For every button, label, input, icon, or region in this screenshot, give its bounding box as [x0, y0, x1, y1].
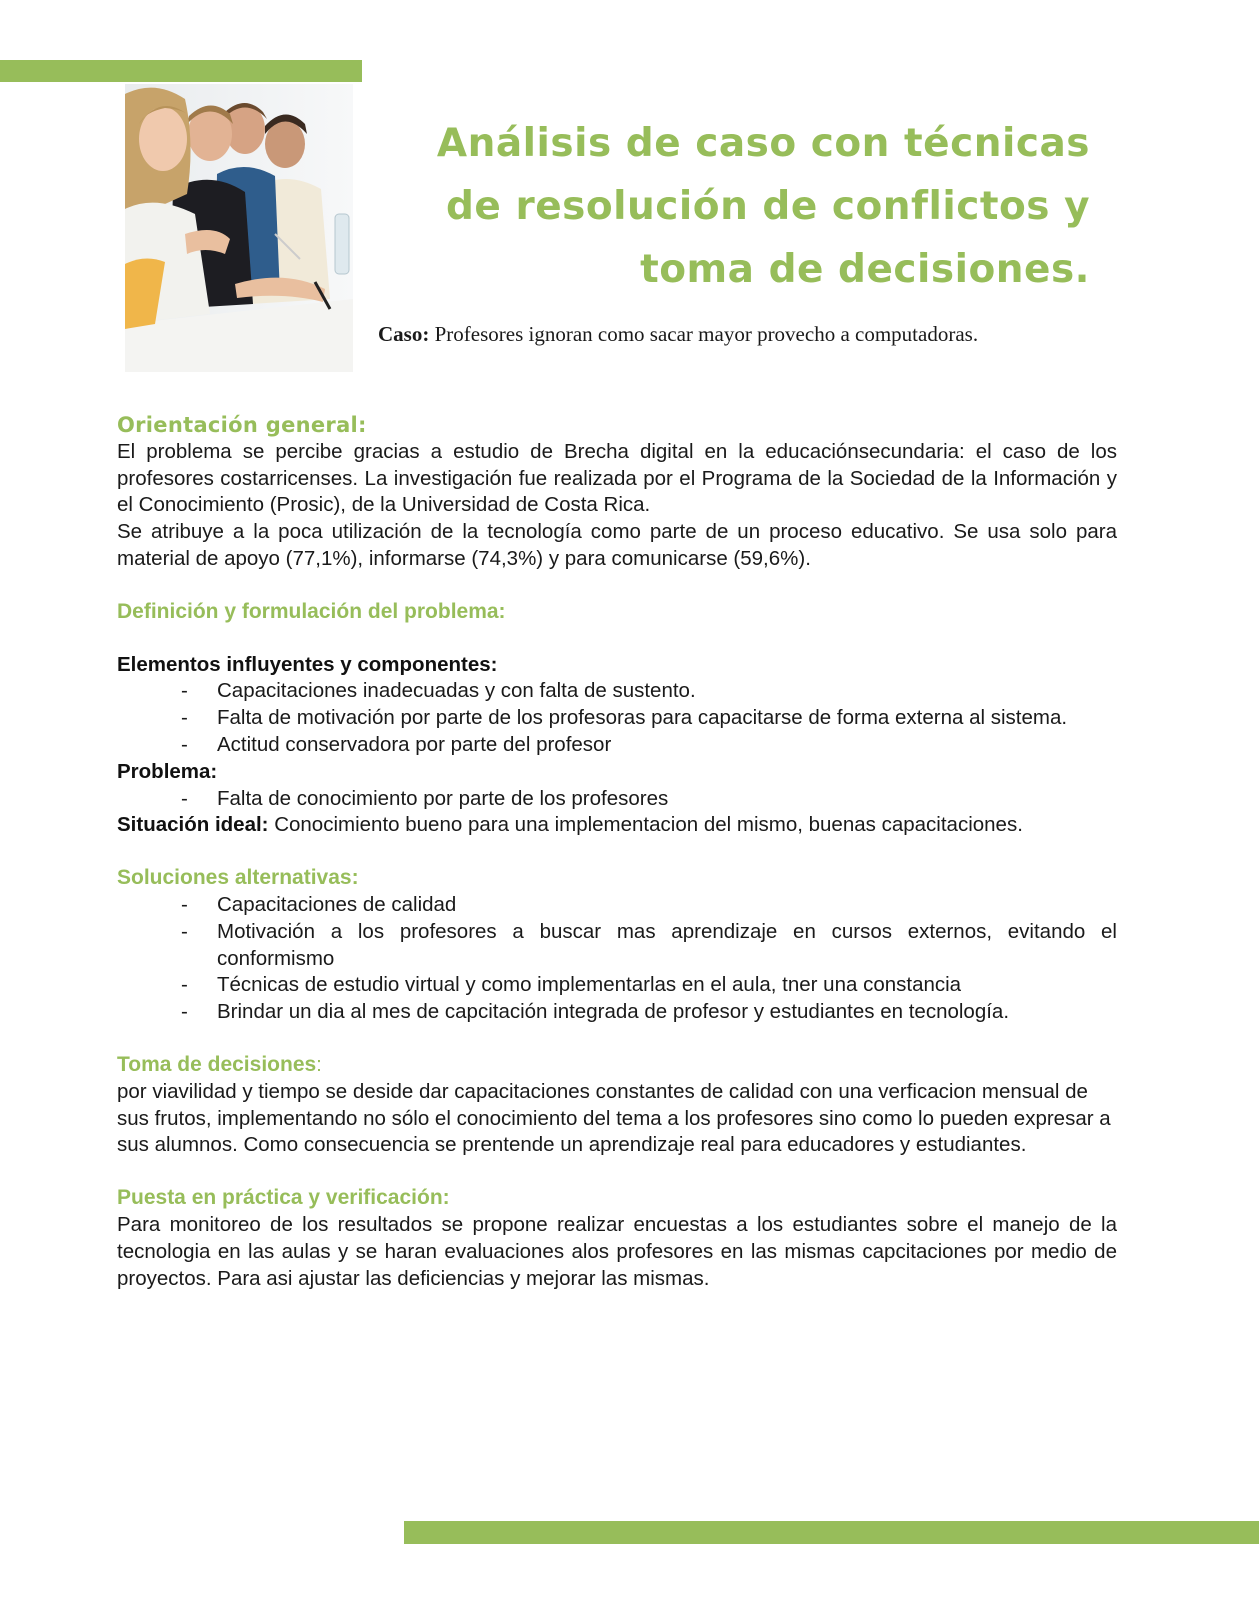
- practice-heading: Puesta en práctica y verificación:: [117, 1186, 450, 1210]
- list-item: - Capacitaciones inadecuadas y con falta de sustento.: [117, 678, 1117, 705]
- case-line: [378, 322, 1098, 347]
- ideal-label: Situación ideal:: [117, 813, 269, 837]
- list-item: - Técnicas de estudio virtual y como implementarlas en el aula, tner una constancia: [117, 972, 1117, 999]
- definition-heading: Definición y formulación del problema:: [117, 599, 506, 623]
- list-item: - Capacitaciones de calidad: [117, 892, 1117, 919]
- section-solutions: [117, 865, 1117, 1026]
- section-decisions: [117, 1052, 1117, 1159]
- document-body: [117, 412, 1117, 1292]
- bottom-accent-bar: [404, 1521, 1259, 1544]
- problem-list: [117, 786, 1117, 813]
- section-orientation: [117, 412, 1117, 573]
- list-item: - Actitud conservadora por parte del profesor: [117, 732, 1117, 759]
- practice-paragraph: Para monitoreo de los resultados se propone realizar encuestas a los estudiantes sobre el manejo de la tecnologia en las aulas y se haran evaluaciones alos profesores en las mismas capcitaciones por medio de proyectos. Para asi ajustar las deficiencias y mejorar las mismas.: [117, 1212, 1117, 1290]
- list-item: - Falta de motivación por parte de los profesoras para capacitarse de forma externa al sistema.: [117, 705, 1117, 732]
- ideal-situation: [117, 812, 1117, 839]
- decisions-heading-line: [117, 1052, 1117, 1079]
- ideal-text: Conocimiento bueno para una implementacion del mismo, buenas capacitaciones.: [274, 813, 1023, 837]
- orientation-paragraph-2: Se atribuye a la poca utilización de la tecnología como parte de un proceso educativo. Se usa solo para material de apoyo (77,1%), informarse (74,3%) y para comunicarse (59,6%).: [117, 520, 1117, 570]
- solutions-heading: Soluciones alternativas:: [117, 866, 359, 890]
- problem-heading: Problema:: [117, 759, 218, 783]
- case-text: Profesores ignoran como sacar mayor provecho a computadoras.: [434, 322, 979, 346]
- decisions-colon: :: [316, 1052, 322, 1076]
- students-illustration: [125, 84, 353, 372]
- elements-list: [117, 678, 1117, 758]
- orientation-heading: Orientación general:: [117, 413, 367, 437]
- case-label: Caso:: [378, 322, 430, 346]
- students-photo: [125, 84, 353, 372]
- top-accent-bar: [0, 60, 362, 82]
- list-item: - Motivación a los profesores a buscar mas aprendizaje en cursos externos, evitando el conformismo: [117, 919, 1117, 973]
- orientation-paragraph-1: El problema se percibe gracias a estudio de Brecha digital en la educaciónsecundaria: el caso de los profesores costarricenses. La investigación fue realizada por el Programa de la Sociedad de la Información y el Conocimiento (Prosic), de la Universidad de Costa Rica.: [117, 439, 1117, 517]
- list-item: - Falta de conocimiento por parte de los profesores: [117, 786, 1117, 813]
- solutions-list: [117, 892, 1117, 1026]
- page-title: Análisis de caso con técnicas de resolución de conflictos y toma de decisiones.: [436, 121, 1090, 292]
- decisions-paragraph: por viavilidad y tiempo se deside dar capacitaciones constantes de calidad con una verficacion mensual de sus frutos, implementando no sólo el conocimiento del tema a los profesores sino como lo pueden expresar a sus alumnos. Como consecuencia se prentende un aprendizaje real para educadores y estudiantes.: [117, 1079, 1111, 1157]
- section-definition: [117, 599, 1117, 839]
- section-practice: [117, 1185, 1117, 1292]
- decisions-heading: Toma de decisiones: [117, 1052, 317, 1076]
- elements-heading: Elementos influyentes y componentes:: [117, 652, 498, 676]
- list-item: - Brindar un dia al mes de capcitación integrada de profesor y estudiantes en tecnología.: [117, 999, 1117, 1026]
